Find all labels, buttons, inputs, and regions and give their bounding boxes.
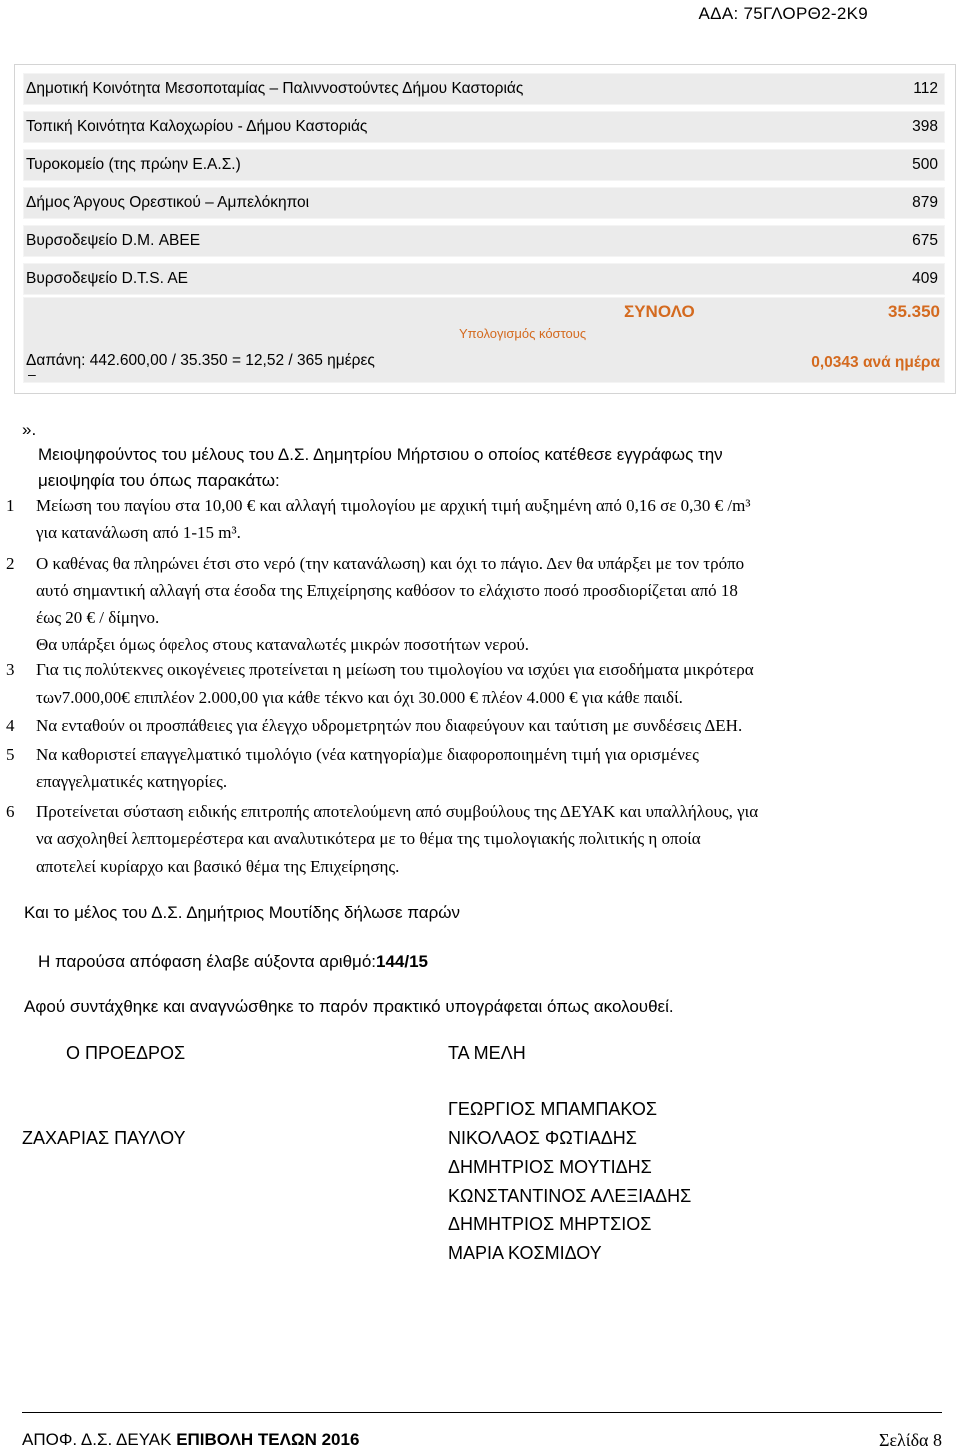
consumption-table — [14, 64, 956, 394]
cost-summary-row — [23, 297, 945, 383]
table-row — [23, 111, 945, 143]
row-value: 398 — [912, 118, 938, 135]
member-name: ΜΑΡΙΑ ΚΟΣΜΙΔΟΥ — [448, 1243, 602, 1263]
footer-subject: ΕΠΙΒΟΛΗ ΤΕΛΩΝ 2016 — [176, 1430, 360, 1449]
list-item-number: 4 — [6, 716, 15, 735]
list-item-line: για κατανάλωση από 1-15 m³. — [36, 523, 241, 542]
member-name: ΔΗΜΗΤΡΙΟΣ ΜΟΥΤΙΔΗΣ — [448, 1157, 652, 1177]
list-item-line: Προτείνεται σύσταση ειδικής επιτροπής αποτελούμενη από συμβούλους της ΔΕΥΑΚ και υπαλλήλους, για — [36, 802, 759, 821]
quote-end: ». — [22, 420, 37, 439]
list-item-number: 6 — [6, 802, 15, 821]
table-row — [23, 73, 945, 105]
list-item-line: αυτό σημαντική αλλαγή στα έσοδα της Επιχείρησης καθόσον το ελάχιστο ποσό προσδιορίζεται από 18 — [36, 581, 738, 600]
member-name: ΚΩΝΣΤΑΝΤΙΝΟΣ ΑΛΕΞΙΑΔΗΣ — [448, 1186, 692, 1206]
ada-code: ΑΔΑ: 75ΓΛΟΡΘ2-2Κ9 — [698, 4, 868, 23]
row-value: 675 — [912, 232, 938, 249]
minority-line-2: μειοψηφία του όπως παρακάτω: — [38, 471, 280, 490]
footer-rule — [22, 1412, 942, 1413]
list-item-line: Να ενταθούν οι προσπάθειες για έλεγχο υδρομετρητών που διαφεύγουν και ταύτιση με συνδέσεις ΔΕΗ. — [36, 716, 743, 735]
expense-formula: Δαπάνη: 442.600,00 / 35.350 = 12,52 / 365 ημέρες — [26, 352, 375, 369]
list-item-line: Θα υπάρξει όμως όφελος στους καταναλωτές μικρών ποσοτήτων νερού. — [36, 635, 530, 654]
member-name: ΓΕΩΡΓΙΟΣ ΜΠΑΜΠΑΚΟΣ — [448, 1099, 658, 1119]
list-item-line: Ο καθένας θα πληρώνει έτσι στο νερό (την κατανάλωση) και όχι το πάγιο. Δεν θα υπάρξει με τον τρόπο — [36, 554, 745, 573]
row-value: 879 — [912, 194, 938, 211]
row-label: Τυροκομείο (της πρώην Ε.Α.Σ.) — [26, 156, 241, 173]
cost-per-day: 0,0343 ανά ημέρα — [811, 354, 940, 371]
list-item-line: των7.000,00€ επιπλέον 2.000,00 για κάθε τέκνο και όχι 30.000 € πλέον 4.000 € για κάθε παιδί. — [36, 688, 683, 707]
footer-doc-title — [22, 1430, 359, 1450]
list-item-line: Μείωση του παγίου στα 10,00 € και αλλαγή τιμολογίου με αρχική τιμή αυξημένη από 0,16 σε 0,30 € /m³ — [36, 496, 751, 515]
list-item-line: Για τις πολύτεκνες οικογένειες προτείνεται η μείωση του τιμολογίου να ισχύει για εισοδήματα μικρότερα — [36, 660, 754, 679]
members-title: ΤΑ ΜΕΛΗ — [448, 1043, 526, 1063]
list-item-line: να ασχοληθεί λεπτομερέστερα και αναλυτικότερα με το θέμα της τιμολογιακής πολιτικής η οποία — [36, 829, 701, 848]
total-label: ΣΥΝΟΛΟ — [624, 302, 695, 321]
list-item-line: Να καθοριστεί επαγγελματικό τιμολόγιο (νέα κατηγορία)με διαφοροποιημένη τιμή για ορισμένες — [36, 745, 699, 764]
row-label: Δημοτική Κοινότητα Μεσοποταμίας – Παλιννοστούντες Δήμου Καστοριάς — [26, 80, 524, 97]
decision-number-line — [38, 952, 428, 972]
minority-line-1: Μειοψηφούντος του μέλους του Δ.Σ. Δημητρίου Μήρτσιου ο οποίος κατέθεσε εγγράφως την — [38, 445, 723, 464]
row-label: Τοπική Κοινότητα Καλοχωρίου - Δήμου Καστοριάς — [26, 118, 368, 135]
table-row — [23, 263, 945, 295]
row-label: Βυρσοδεψείο D.T.S. AE — [26, 270, 189, 287]
expense-dash: – — [28, 366, 36, 382]
table-row — [23, 187, 945, 219]
list-item-line: αποτελεί κυρίαρχο και βασικό θέμα της Επιχείρησης. — [36, 857, 400, 876]
list-item-number: 2 — [6, 554, 15, 573]
list-item-line: έως 20 € / δίμηνο. — [36, 608, 160, 627]
decision-number: 144/15 — [376, 952, 429, 971]
row-value: 500 — [912, 156, 938, 173]
row-value: 112 — [913, 80, 938, 97]
table-row — [23, 149, 945, 181]
chair-title: Ο ΠΡΟΕΔΡΟΣ — [66, 1043, 186, 1063]
row-label: Δήμος Άργους Ορεστικού – Αμπελόκηποι — [26, 194, 310, 211]
row-value: 409 — [912, 270, 938, 287]
total-value: 35.350 — [888, 302, 940, 321]
list-item-number: 5 — [6, 745, 15, 764]
member-name: ΝΙΚΟΛΑΟΣ ΦΩΤΙΑΔΗΣ — [448, 1128, 637, 1148]
cost-calculation-title: Υπολογισμός κόστους — [459, 326, 587, 341]
moutidis-statement: Και το μέλος του Δ.Σ. Δημήτριος Μουτίδης δήλωσε παρών — [24, 903, 461, 922]
list-item-number: 1 — [6, 496, 15, 515]
row-label: Βυρσοδεψείο D.M. ΑΒΕΕ — [26, 232, 201, 249]
decision-prefix: Η παρούσα απόφαση έλαβε αύξοντα αριθμό: — [38, 952, 377, 971]
chair-name: ΖΑΧΑΡΙΑΣ ΠΑΥΛΟΥ — [22, 1128, 186, 1148]
footer-prefix: ΑΠΟΦ. Δ.Σ. ΔΕΥΑΚ — [22, 1430, 177, 1449]
list-item-number: 3 — [6, 660, 15, 679]
list-item-line: επαγγελματικές κατηγορίες. — [36, 772, 228, 791]
page-number: Σελίδα 8 — [878, 1430, 942, 1450]
member-name: ΔΗΜΗΤΡΙΟΣ ΜΗΡΤΣΙΟΣ — [448, 1214, 652, 1234]
closing-statement: Αφού συντάχθηκε και αναγνώσθηκε το παρόν πρακτικό υπογράφεται όπως ακολουθεί. — [24, 997, 674, 1016]
table-row — [23, 225, 945, 257]
